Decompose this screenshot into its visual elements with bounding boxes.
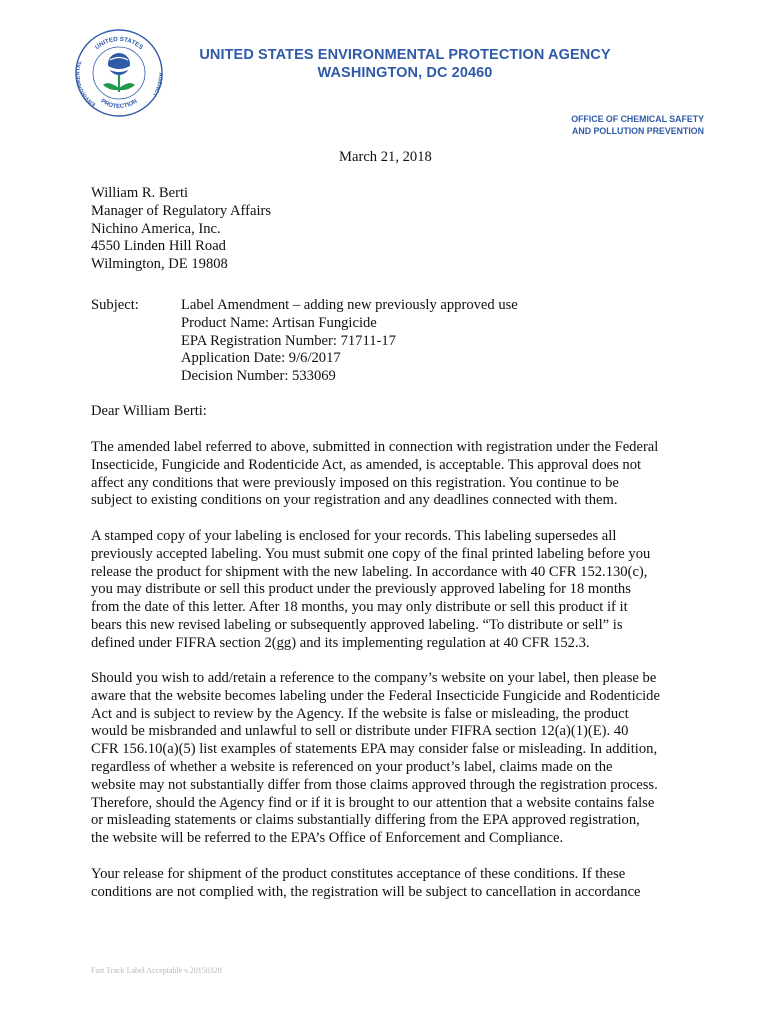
body-paragraph: The amended label referred to above, submitted in connection with registration under the Federal Insecticide, Fungicide and Rodenticide Act, as amended, is acceptable. This approval does not affect any conditions that were previously imposed on this registration. You continue to be subject to existing conditions on your registration and any deadlines connected with them. [91, 439, 659, 509]
body-paragraph: A stamped copy of your labeling is enclosed for your records. This labeling supersedes all previously accepted labeling. You must submit one copy of the final printed labeling before you release the product for shipment with the new labeling. In accordance with 40 CFR 152.130(c), you may distribute or sell this product under the previously approved labeling for 18 months from the date of this letter. After 18 months, you may only distribute or sell this product if it bears this new revised labeling or subsequently approved labeling. “To distribute or sell” is defined under FIFRA section 2(gg) and its implementing regulation at 40 CFR 152.3. [91, 528, 651, 651]
subject-line: Decision Number: 533069 [181, 368, 336, 385]
office-line-2: AND POLLUTION PREVENTION [572, 125, 704, 136]
seal-text-left: ENVIRONMENTAL [75, 59, 97, 108]
epa-seal-logo [74, 28, 164, 118]
recipient-line: 4550 Linden Hill Road [91, 238, 226, 255]
flower-icon [103, 53, 135, 92]
subject-line: Application Date: 9/6/2017 [181, 350, 341, 367]
svg-text:UNITED STATES [94, 36, 144, 51]
seal-text-top: UNITED STATES [93, 35, 145, 52]
recipient-address [91, 185, 271, 274]
svg-text:PROTECTION [100, 98, 139, 110]
recipient-line: Manager of Regulatory Affairs [91, 202, 272, 219]
body-paragraph: Your release for shipment of the product constitutes acceptance of these conditions. If these conditions are not complied with, the registration will be subject to cancellation in accordance [91, 866, 641, 900]
recipient-line: Nichino America, Inc. [91, 220, 221, 237]
subject-label: Subject: [91, 297, 139, 313]
recipient-line: Wilmington, DE 19808 [91, 256, 228, 273]
agency-city: WASHINGTON, DC 20460 [317, 65, 493, 81]
office-header [540, 114, 704, 137]
recipient-line: William R. Berti [91, 185, 189, 201]
letter-date: March 21, 2018 [339, 149, 432, 165]
epa-seal-graphic [74, 28, 164, 118]
svg-text:AGENCY [151, 73, 163, 98]
seal-text-bottom: PROTECTION [99, 98, 139, 111]
subject-line: Product Name: Artisan Fungicide [181, 314, 377, 331]
seal-text-right: AGENCY [150, 72, 164, 98]
agency-header [190, 46, 620, 82]
office-line-1: OFFICE OF CHEMICAL SAFETY [571, 114, 704, 124]
page-footer: Fast Track Label Acceptable v.20150320 [91, 966, 222, 975]
subject-line: EPA Registration Number: 71711-17 [181, 332, 396, 349]
salutation: Dear William Berti: [91, 403, 207, 419]
body-paragraph: Should you wish to add/retain a reference to the company’s website on your label, then please be aware that the website becomes labeling under the Federal Insecticide Fungicide and Rodenticide Act and is subject to review by the Agency. If the website is false or misleading, the product would be misbranded and unlawful to sell or distribute under FIFRA section 12(a)(1)(E). 40 CFR 156.10(a)(5) list examples of statements EPA may consider false or misleading. In addition, regardless of whether a website is referenced on your product’s label, claims made on the website may not substantially differ from those claims approved through the registration process. Therefore, should the Agency find or if it is brought to our attention that a website contains false or misleading statements or claims substantially differing from the EPA approved registration, the website will be referred to the EPA’s Office of Enforcement and Compliance. [91, 670, 660, 847]
subject-line: Label Amendment – adding new previously approved use [181, 297, 518, 313]
agency-name: UNITED STATES ENVIRONMENTAL PROTECTION AGENCY [199, 47, 611, 63]
subject-block [181, 297, 518, 386]
